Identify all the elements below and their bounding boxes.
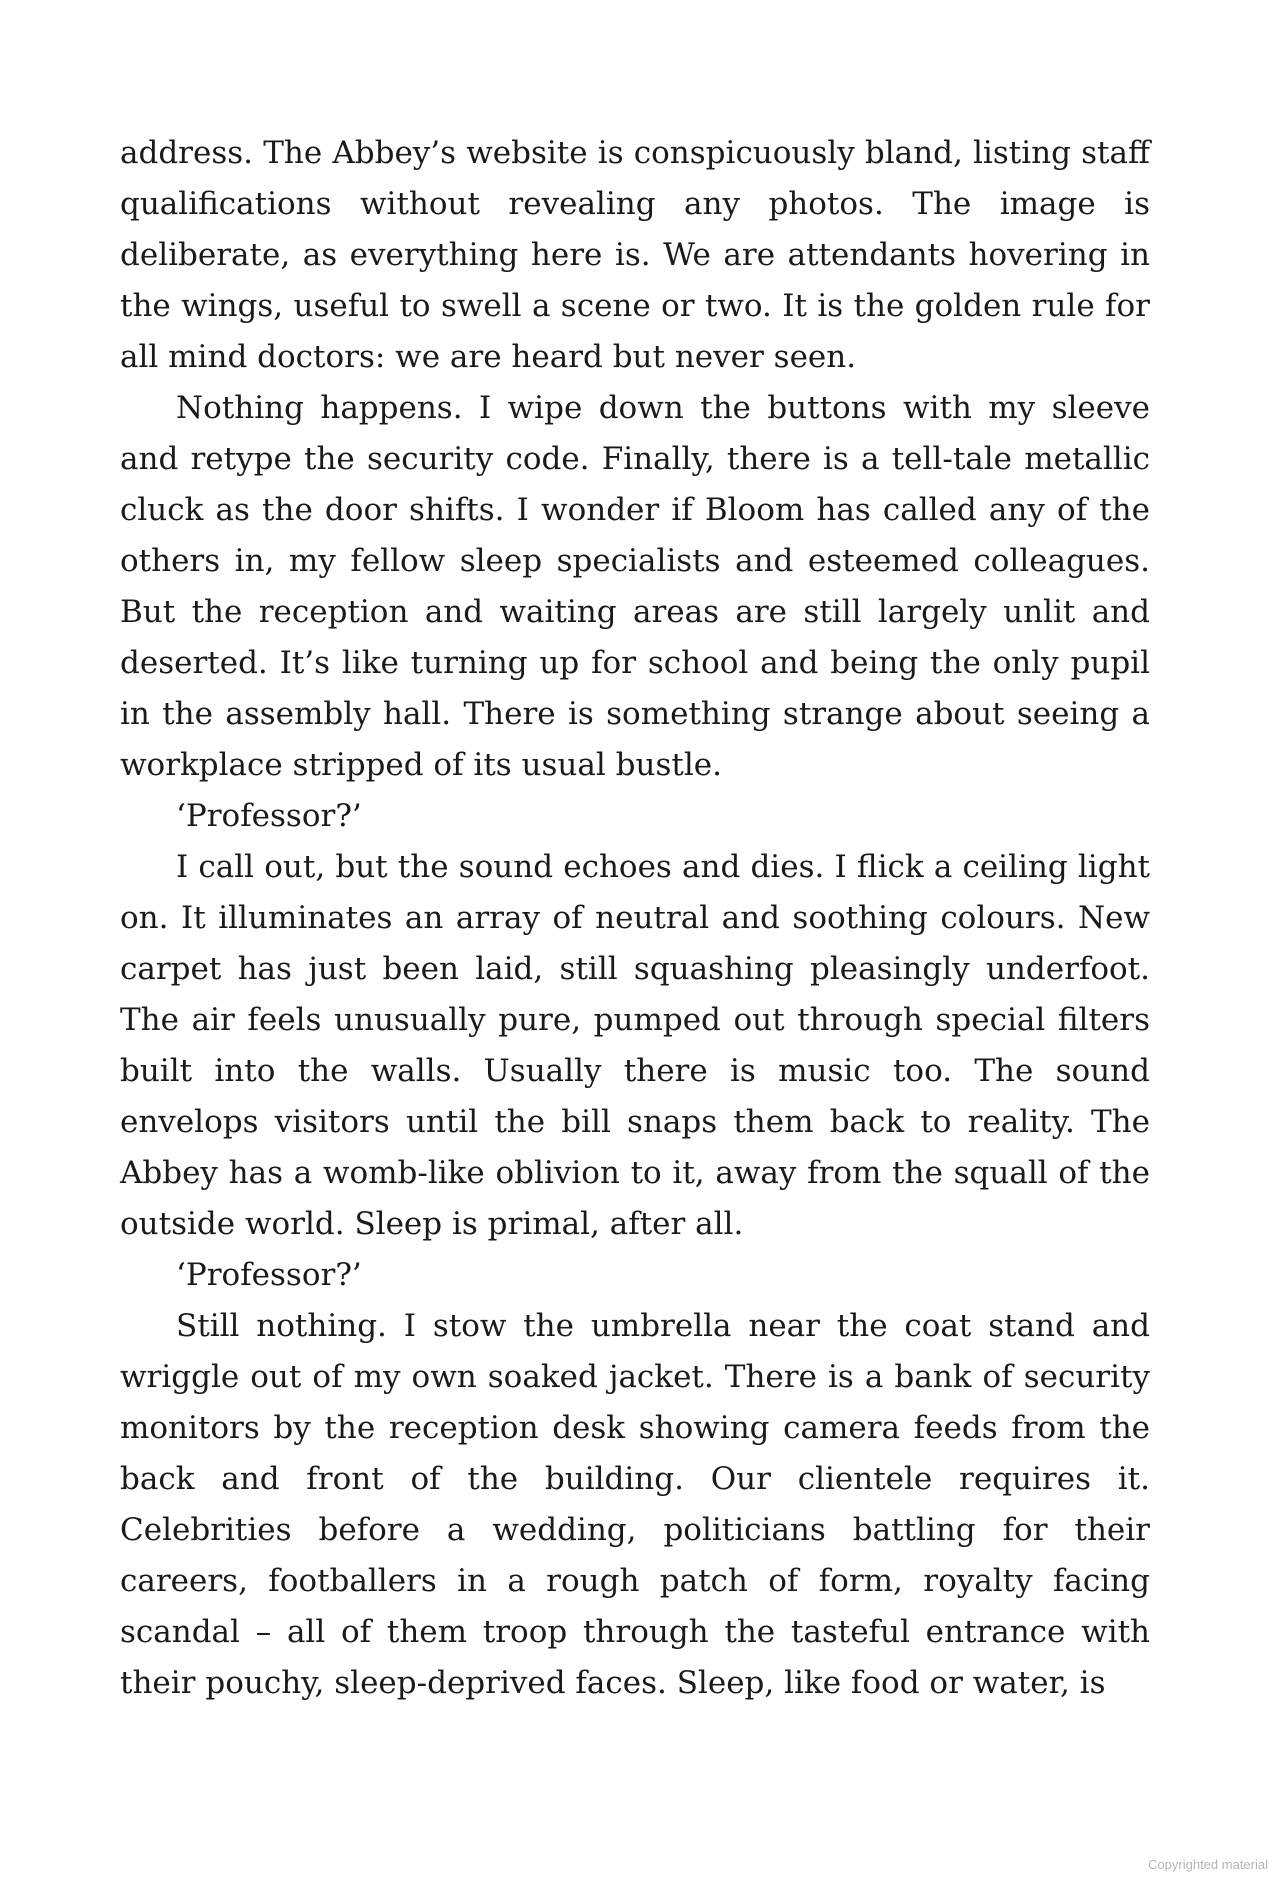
paragraph: Still nothing. I stow the umbrella near the coat stand and wriggle out of my own soaked jacket. There is a bank of security monitors by the reception desk showing camera feeds from the back and front of the building. Our clientele requires it. Celebrities before a wedding, politicians battling for their careers, footballers in a rough patch of form, royalty facing scandal – all of them troop through the tasteful entrance with their pouchy, sleep-deprived faces. Sleep, like food or water, is (120, 1308, 1150, 1701)
paragraph: I call out, but the sound echoes and dies. I flick a ceiling light on. It illuminates an array of neutral and soothing colours. New carpet has just been laid, still squashing pleasingly underfoot. The air feels unusually pure, pumped out through special filters built into the walls. Usually there is music too. The sound envelops visitors until the bill snaps them back to reality. The Abbey has a womb-like oblivion to it, away from the squall of the outside world. Sleep is primal, after all. (120, 849, 1150, 1242)
dialogue-line: ‘Professor?’ (176, 798, 362, 834)
dialogue-line: ‘Professor?’ (176, 1257, 362, 1293)
book-page-body (120, 128, 1150, 1709)
copyright-watermark: Copyrighted material (1148, 1857, 1268, 1872)
paragraph-continued: address. The Abbey’s website is conspicuously bland, listing staff qualifications without revealing any photos. The image is deliberate, as everything here is. We are attendants hovering in the wings, useful to swell a scene or two. It is the golden rule for all mind doctors: we are heard but never seen. (120, 135, 1150, 375)
paragraph: Nothing happens. I wipe down the buttons with my sleeve and retype the security code. Finally, there is a tell-tale metallic cluck as the door shifts. I wonder if Bloom has called any of the others in, my fellow sleep specialists and esteemed colleagues. But the reception and waiting areas are still largely unlit and deserted. It’s like turning up for school and being the only pupil in the assembly hall. There is something strange about seeing a workplace stripped of its usual bustle. (120, 390, 1150, 783)
